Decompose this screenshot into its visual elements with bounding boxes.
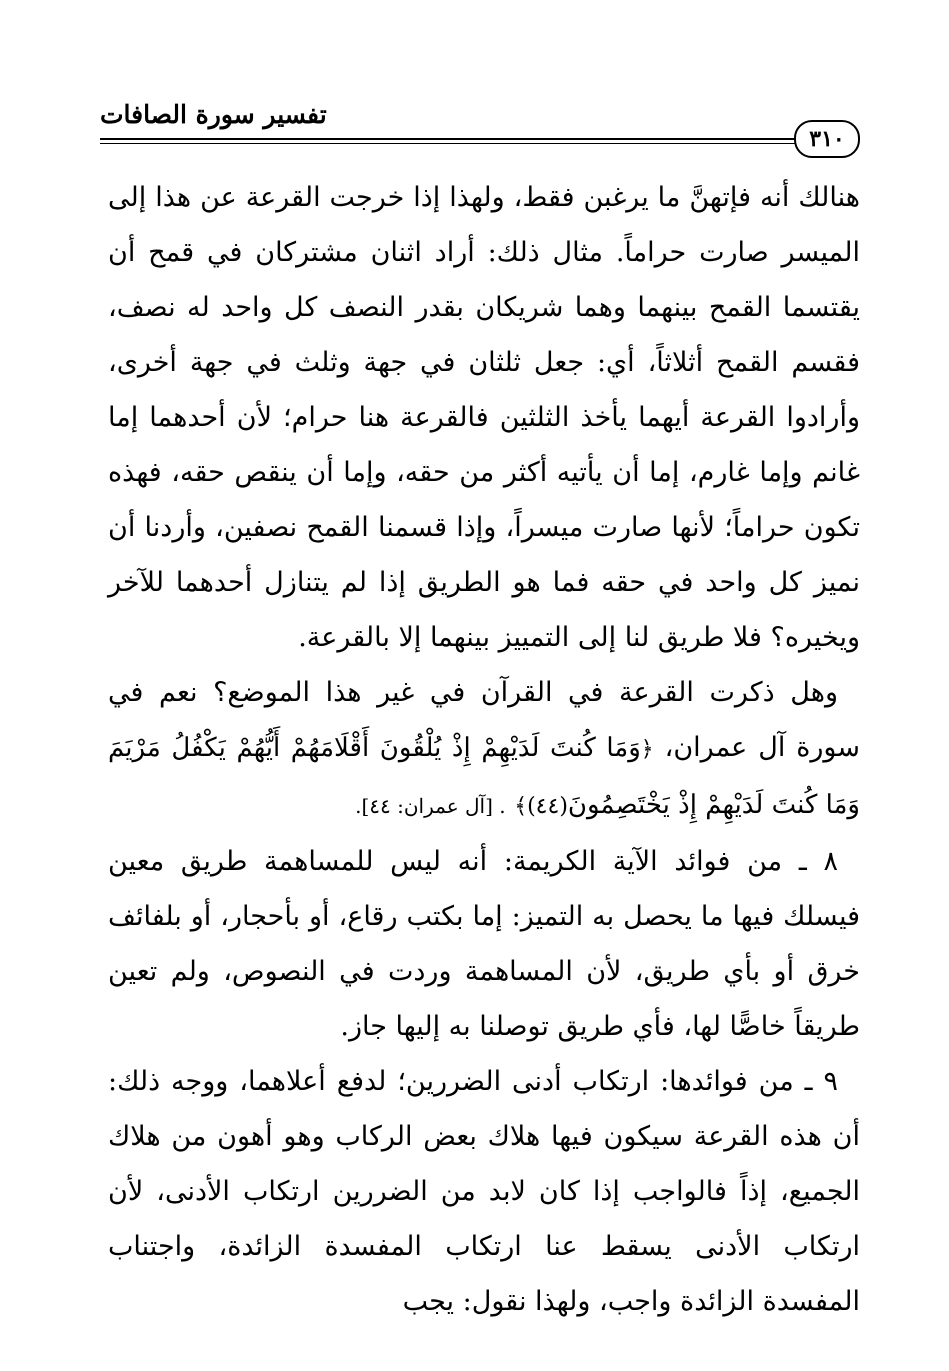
page-body xyxy=(108,170,860,1329)
paragraph-1: هنالك أنه فإتهنَّ ما يرغبن فقط، ولهذا إذا خرجت القرعة عن هذا إلى الميسر صارت حراماً. مثال ذلك: أراد اثنان مشتركان في قمح أن يقتسما القمح بينهما وهما شريكان بقدر النصف كل واحد له نصف، فقسم القمح أثلاثاً، أي: جعل ثلثان في جهة وثلث في جهة أخرى، وأرادوا القرعة أيهما يأخذ الثلثين فالقرعة هنا حرام؛ لأن أحدهما إما غانم وإما غارم، إما أن يأتيه أكثر من حقه، وإما أن ينقص حقه، فهذه تكون حراماً؛ لأنها صارت ميسراً، وإذا قسمنا القمح نصفين، وأردنا أن نميز كل واحد في حقه فما هو الطريق إذا لم يتنازل أحدهما للآخر ويخيره؟ فلا طريق لنا إلى التمييز بينهما إلا بالقرعة. xyxy=(108,182,860,653)
verse-close-bracket: ﴾ xyxy=(514,794,528,819)
paragraph-4: ٩ ـ من فوائدها: ارتكاب أدنى الضررين؛ لدفع أعلاهما، ووجه ذلك: أن هذه القرعة سيكون فيها هلاك بعض الركاب وهو أهون من هلاك الجميع، إذاً فالواجب إذا كان لابد من الضررين ارتكاب الأدنى، لأن ارتكاب الأدنى يسقط عنا ارتكاب المفسدة الزائدة، واجتناب المفسدة الزائدة واجب، ولهذا نقول: يجب xyxy=(108,1066,860,1317)
quran-verse: وَمَا كُنتَ لَدَيْهِمْ إِذْ يُلْقُونَ أَقْلَامَهُمْ أَيُّهُمْ يَكْفُلُ مَرْيَمَ وَمَا كُنتَ لَدَيْهِمْ إِذْ يَخْتَصِمُونَ xyxy=(108,733,860,820)
verse-citation: . [آل عمران: ٤٤]. xyxy=(355,794,506,818)
paragraph-2 xyxy=(108,665,860,834)
running-title: تفسير سورة الصافات xyxy=(100,100,327,129)
paragraph-2-text: وهل ذكرت القرعة في القرآن في غير هذا الموضع؟ نعم في سورة آل عمران، xyxy=(108,677,861,763)
page-header xyxy=(100,96,860,156)
page-number: ٣١٠ xyxy=(794,120,860,158)
verse-number: (٤٤) xyxy=(527,794,568,819)
verse-open-bracket: ﴿ xyxy=(640,737,654,762)
paragraph-3: ٨ ـ من فوائد الآية الكريمة: أنه ليس للمساهمة طريق معين فيسلك فيها ما يحصل به التميز: إما بكتب رقاع، أو بأحجار، أو بلفائف خرق أو بأي طريق، لأن المساهمة وردت في النصوص، ولم تعين طريقاً خاصًّا لها، فأي طريق توصلنا به إليها جاز. xyxy=(108,846,860,1042)
header-rule xyxy=(100,138,826,144)
